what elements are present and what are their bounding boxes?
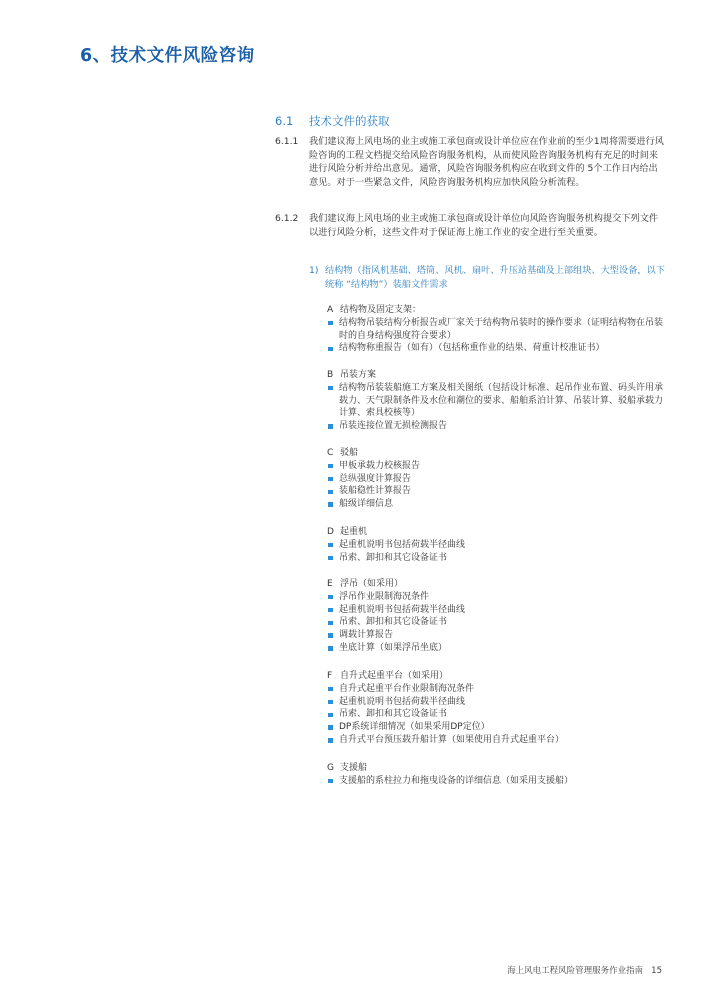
paragraph-6-1-2 xyxy=(275,212,665,239)
group-title xyxy=(327,670,667,683)
list-item xyxy=(327,696,667,709)
list-item-text: 总纵强度计算报告 xyxy=(339,473,412,484)
list-item xyxy=(327,683,667,696)
paragraph-number: 6.1.1 xyxy=(275,136,299,147)
list-item-text: 起重机说明书包括荷载半径曲线 xyxy=(339,604,466,615)
group-title xyxy=(327,304,667,317)
square-bullet-icon xyxy=(328,779,333,784)
group-title xyxy=(327,369,667,382)
list-item-text: 吊索、卸扣和其它设备证书 xyxy=(339,552,448,563)
square-bullet-icon xyxy=(328,595,333,600)
list-item xyxy=(327,734,667,747)
paragraph-text: 我们建议海上风电场的业主或施工承包商或设计单位应在作业前的至少1周将需要进行风险咨询的工程文档提交给风险咨询服务机构，从而使风险咨询服务机构有充足的时间来进行风险分析并给出意见。通常，风险咨询服务机构应在收到文件的 5个工作日内给出意见。对于一些紧急文件，风险咨询服务机构应加快风险分析流程。 xyxy=(309,136,664,188)
square-bullet-icon xyxy=(328,424,333,429)
group-title-text: 结构物及固定支架： xyxy=(340,305,422,315)
list-item xyxy=(327,616,667,629)
list-item-text: 吊索、卸扣和其它设备证书 xyxy=(339,709,448,720)
section-title: 技术文件的获取 xyxy=(309,114,390,128)
list-item-text: 结构物吊装结构分析报告或厂家关于结构物吊装时的操作要求（证明结构物在吊装时的自身结构强度符合要求） xyxy=(339,317,664,341)
section-heading xyxy=(275,113,390,129)
group-label: F xyxy=(327,671,333,681)
group-title-text: 浮吊（如采用） xyxy=(340,579,404,589)
list-item xyxy=(327,552,667,565)
list-item-text: 吊索、卸扣和其它设备证书 xyxy=(339,617,448,628)
list-item-text: 甲板承载力校核报告 xyxy=(339,460,421,471)
group-e xyxy=(327,578,667,655)
list-item xyxy=(327,642,667,655)
list-item xyxy=(327,721,667,734)
group-title xyxy=(327,447,667,460)
list-item-text: 坐底计算（如果浮吊坐底） xyxy=(339,642,448,653)
group-title xyxy=(327,762,667,775)
list-item-text: 起重机说明书包括荷载半径曲线 xyxy=(339,539,466,550)
list-item xyxy=(327,775,667,788)
square-bullet-icon xyxy=(328,347,333,352)
square-bullet-icon xyxy=(328,386,333,391)
square-bullet-icon xyxy=(328,502,333,507)
list-item xyxy=(327,604,667,617)
list-item xyxy=(327,485,667,498)
square-bullet-icon xyxy=(328,490,333,495)
list-item xyxy=(327,591,667,604)
group-d xyxy=(327,526,667,564)
group-label: A xyxy=(327,305,334,315)
list-item-text: 调载计算报告 xyxy=(339,630,394,641)
paragraph-number: 6.1.2 xyxy=(275,213,299,224)
list-item-text: 船级详细信息 xyxy=(339,499,394,510)
group-label: E xyxy=(327,579,333,589)
group-label: B xyxy=(327,370,334,380)
list-item-text: 自升式平台预压载升船计算（如果使用自升式起重平台） xyxy=(339,734,565,745)
list-item xyxy=(327,629,667,642)
square-bullet-icon xyxy=(328,608,333,613)
list-item-text: 支援船的系柱拉力和拖曳设备的详细信息（如采用支援船） xyxy=(339,775,574,786)
group-title xyxy=(327,526,667,539)
square-bullet-icon xyxy=(328,633,333,638)
list-item-structures xyxy=(309,264,669,291)
paragraph-text: 我们建议海上风电场的业主或施工承包商或设计单位向风险咨询服务机构提交下列文件以进行风险分析，这些文件对于保证海上施工作业的安全进行至关重要。 xyxy=(309,213,659,238)
square-bullet-icon xyxy=(328,646,333,651)
list-item xyxy=(327,708,667,721)
list-item-text: 吊装连接位置无损检测报告 xyxy=(339,421,448,432)
item-number: 1) xyxy=(309,265,319,276)
list-item-text: 结构物称重报告（如有）（包括称重作业的结果、荷重计校准证书） xyxy=(339,343,605,354)
group-a xyxy=(327,304,667,355)
item-text: 结构物（指风机基础、塔筒、风机、扇叶、升压站基础及上部组块、大型设备，以下统称 “结构物”）装船文件需求 xyxy=(325,265,665,290)
group-title-text: 自升式起重平台（如采用） xyxy=(340,671,449,681)
square-bullet-icon xyxy=(328,621,333,626)
square-bullet-icon xyxy=(328,477,333,482)
list-item xyxy=(327,473,667,486)
list-item xyxy=(327,498,667,511)
square-bullet-icon xyxy=(328,543,333,548)
square-bullet-icon xyxy=(328,464,333,469)
group-label: G xyxy=(327,763,334,773)
section-number: 6.1 xyxy=(275,114,294,128)
group-label: C xyxy=(327,448,334,458)
group-title-text: 驳船 xyxy=(340,448,359,458)
list-item xyxy=(327,342,667,355)
footer-text: 海上风电工程风险管理服务作业指南 xyxy=(507,966,644,976)
square-bullet-icon xyxy=(328,738,333,743)
group-label: D xyxy=(327,527,334,537)
list-item-text: DP系统详细情况（如果采用DP定位） xyxy=(339,722,490,733)
group-c xyxy=(327,447,667,511)
list-item-text: 结构物吊装装船施工方案及相关图纸（包括设计标准、起吊作业布置、码头许用承载力、天气限制条件及水位和潮位的要求、船舶系泊计算、吊装计算、驳船承载力计算、索具校核等） xyxy=(339,382,664,419)
square-bullet-icon xyxy=(328,700,333,705)
group-title-text: 起重机 xyxy=(340,527,368,537)
square-bullet-icon xyxy=(328,725,333,730)
group-title-text: 吊装方案 xyxy=(340,370,377,380)
page-number: 15 xyxy=(651,966,662,976)
group-title-text: 支援船 xyxy=(340,763,368,773)
group-title xyxy=(327,578,667,591)
chapter-title: 6、技术文件风险咨询 xyxy=(80,46,255,66)
list-item-text: 浮吊作业限制海况条件 xyxy=(339,591,430,602)
square-bullet-icon xyxy=(328,713,333,718)
list-item xyxy=(327,539,667,552)
page-footer xyxy=(507,964,662,976)
list-item xyxy=(327,382,667,420)
square-bullet-icon xyxy=(328,556,333,561)
list-item xyxy=(327,460,667,473)
square-bullet-icon xyxy=(328,687,333,692)
list-item-text: 自升式起重平台作业限制海况条件 xyxy=(339,683,475,694)
square-bullet-icon xyxy=(328,321,333,326)
group-f xyxy=(327,670,667,747)
list-item-text: 装船稳性计算报告 xyxy=(339,486,412,497)
paragraph-6-1-1 xyxy=(275,135,665,189)
group-b xyxy=(327,369,667,433)
list-item xyxy=(327,317,667,343)
group-g xyxy=(327,762,667,788)
list-item xyxy=(327,420,667,433)
list-item-text: 起重机说明书包括荷载半径曲线 xyxy=(339,696,466,707)
